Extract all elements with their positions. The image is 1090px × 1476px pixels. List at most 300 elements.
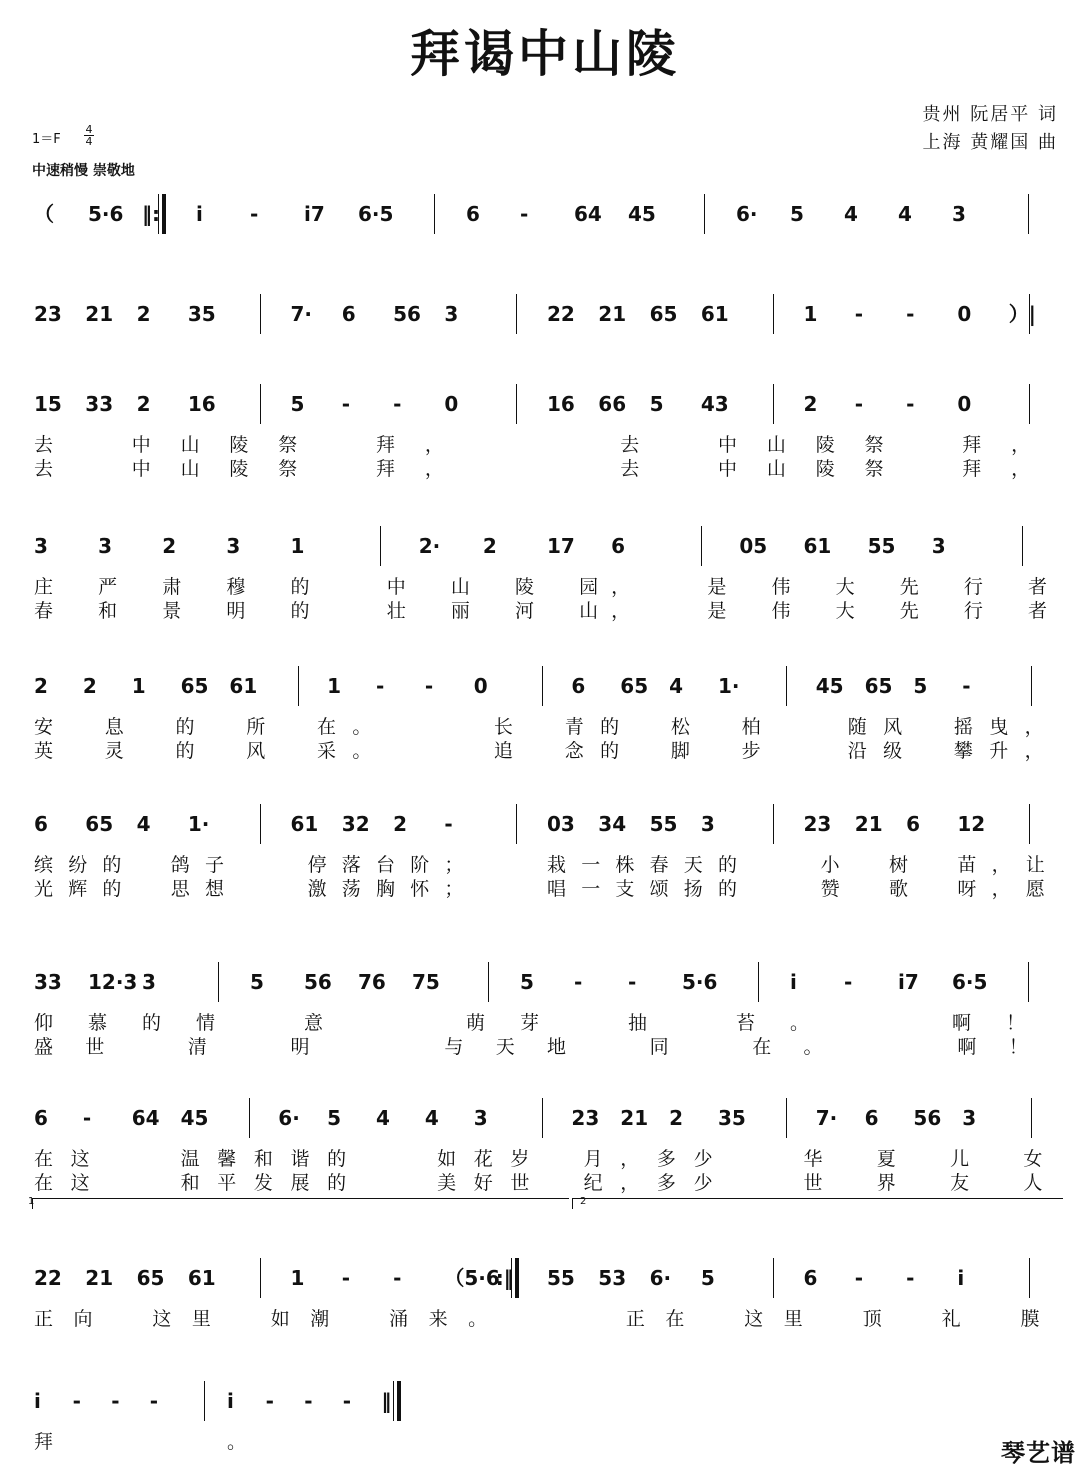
time-signature: [84, 124, 94, 147]
lyric-char: 所: [246, 716, 266, 738]
note-token: 65: [136, 1266, 165, 1290]
lyric-char: 天: [683, 854, 703, 876]
lyric-char: 者: [1027, 600, 1047, 622]
barline: [1029, 804, 1030, 844]
lyric-char: 肃: [162, 576, 182, 598]
note-token: 2: [136, 302, 151, 326]
note-token: 61: [290, 812, 319, 836]
note-token: 2: [136, 392, 151, 416]
lyric-char: 中: [718, 434, 738, 456]
note-token: 55: [649, 812, 678, 836]
lyric-char: ；: [444, 878, 464, 900]
note-token: -: [628, 970, 637, 994]
lyric-char: 山: [766, 434, 786, 456]
note-token: 1: [327, 674, 342, 698]
lyric-char: 涌: [389, 1308, 409, 1330]
barline: [516, 804, 517, 844]
note-token: 1·: [718, 674, 740, 698]
lyric-char: 灵: [104, 740, 124, 762]
note-token: ）|: [1008, 302, 1036, 326]
barline: [516, 384, 517, 424]
note-token: -: [376, 674, 385, 698]
notation-system: [0, 300, 1090, 340]
note-token: 1: [290, 1266, 305, 1290]
note-token: 3: [931, 534, 946, 558]
note-token: 64: [131, 1106, 160, 1130]
barline: [786, 666, 787, 706]
lyric-char: 追: [493, 740, 513, 762]
lyric-char: 春: [649, 854, 669, 876]
barline: [298, 666, 299, 706]
lyric-char: 株: [615, 854, 635, 876]
lyric-char: 思: [170, 878, 190, 900]
lyric-char: ，: [1011, 458, 1031, 480]
note-token: 16: [547, 392, 575, 416]
lyric-char: ！: [1008, 1036, 1028, 1058]
lyric-char: 赞: [820, 878, 840, 900]
lyric-char: 抽: [628, 1012, 648, 1034]
lyric-char: 中: [386, 576, 406, 598]
lyric-char: 温: [180, 1148, 200, 1170]
watermark-logo: 琴艺谱: [1001, 1439, 1076, 1467]
lyric-char: 沿: [847, 740, 867, 762]
lyric-char: 的: [142, 1012, 162, 1034]
lyric-char: 在: [34, 1172, 54, 1194]
lyric-char: 拜: [34, 1431, 54, 1453]
note-token: -: [341, 392, 351, 416]
note-token: 66: [598, 392, 627, 416]
note-token: 3: [473, 1106, 488, 1130]
lyric-char: 意: [304, 1012, 324, 1034]
note-token: 2: [82, 674, 97, 698]
barline: [516, 294, 517, 334]
lyric-char: 啊: [952, 1012, 972, 1034]
lyric-char: 辉: [68, 878, 88, 900]
lyric-char: 去: [620, 458, 640, 480]
lyric-char: 展: [290, 1172, 310, 1194]
notation-system: [0, 390, 1090, 430]
note-token: i: [196, 202, 203, 226]
lyric-char: 美: [437, 1172, 457, 1194]
note-token: 2: [162, 534, 177, 558]
lyric-char: 正: [625, 1308, 645, 1330]
lyric-char: 里: [783, 1308, 803, 1330]
repeat-barline: [393, 1381, 401, 1421]
note-token: 6: [341, 302, 356, 326]
lyric-char: 中: [718, 458, 738, 480]
lyric-char: 少: [693, 1148, 713, 1170]
note-token: 6·5: [952, 970, 988, 994]
lyric-char: 陵: [514, 576, 534, 598]
lyric-char: 中: [131, 458, 151, 480]
lyric-char: 伟: [771, 576, 791, 598]
note-token: -: [962, 674, 971, 698]
note-token: 65: [649, 302, 678, 326]
lyric-char: 一: [581, 878, 601, 900]
notation-system: [0, 1264, 1090, 1304]
lyric-char: 的: [175, 740, 195, 762]
lyric-char: 步: [741, 740, 761, 762]
note-token: -: [854, 1266, 864, 1290]
notation-system: [0, 532, 1090, 572]
lyric-char: 仰: [34, 1012, 54, 1034]
note-token: 56: [393, 302, 421, 326]
lyric-char: 的: [175, 716, 195, 738]
lyric-char: 大: [835, 576, 855, 598]
lyric-char: 柏: [741, 716, 761, 738]
lyric-char: 陵: [815, 458, 835, 480]
notation-system: [0, 968, 1090, 1008]
lyric-char: 祭: [864, 458, 884, 480]
note-token: 22: [547, 302, 575, 326]
note-token: 21: [854, 812, 883, 836]
lyric-char: 山: [180, 458, 200, 480]
barline: [1028, 962, 1029, 1002]
lyric-char: 盛: [34, 1036, 54, 1058]
lyric-char: 想: [205, 878, 225, 900]
lyric-char: 念: [564, 740, 584, 762]
note-token: 4: [424, 1106, 439, 1130]
lyric-char: 明: [226, 600, 246, 622]
lyric-char: 岁: [510, 1148, 530, 1170]
lyric-char: 这: [744, 1308, 764, 1330]
note-token: 6·: [649, 1266, 672, 1290]
note-token: -: [906, 392, 915, 416]
note-token: 6: [906, 812, 921, 836]
lyric-char: ！: [1006, 1012, 1026, 1034]
lyric-char: 的: [600, 740, 620, 762]
lyric-char: 安: [34, 716, 54, 738]
lyric-char: 台: [376, 854, 396, 876]
lyric-char: 拜: [376, 458, 396, 480]
note-token: -: [342, 1389, 352, 1413]
note-token: 76: [358, 970, 386, 994]
lyric-char: 中: [131, 434, 151, 456]
note-token: 4: [844, 202, 858, 226]
barline: [1029, 1258, 1030, 1298]
note-token: i: [227, 1389, 234, 1413]
lyric-char: 这: [70, 1148, 90, 1170]
lyric-char: ，: [424, 458, 444, 480]
lyric-char: 。: [352, 740, 372, 762]
lyric-char: 先: [899, 576, 919, 598]
note-token: 6: [466, 202, 480, 226]
lyric-char: 级: [883, 740, 903, 762]
note-token: 6·: [278, 1106, 300, 1130]
lyric-char: 攀: [953, 740, 973, 762]
lyric-char: 萌: [466, 1012, 486, 1034]
note-token: （5·6: [444, 1266, 500, 1290]
lyric-char: ，: [1011, 434, 1031, 456]
note-token: 55: [547, 1266, 575, 1290]
barline: [786, 1098, 787, 1138]
lyric-char: 阶: [410, 854, 430, 876]
lyric-char: 的: [102, 878, 122, 900]
note-token: 4: [669, 674, 684, 698]
barline: [260, 384, 261, 424]
lyric-char: 呀: [957, 878, 977, 900]
note-token: -: [906, 1266, 915, 1290]
note-token: 33: [34, 970, 62, 994]
notation-system: [0, 672, 1090, 712]
lyric-char: 园: [579, 576, 599, 598]
note-token: 2·: [418, 534, 441, 558]
barline: [704, 194, 705, 234]
note-token: ‖:: [142, 202, 160, 226]
note-token: 0: [957, 392, 972, 416]
lyric-char: 山: [766, 458, 786, 480]
lyric-char: 儿: [950, 1148, 970, 1170]
note-token: -: [520, 202, 529, 226]
note-token: -: [250, 202, 259, 226]
lyric-char: 的: [102, 854, 122, 876]
composer-credit: 上海 黄耀国 曲: [922, 132, 1058, 153]
barline: [260, 1258, 261, 1298]
lyric-char: 摇: [953, 716, 973, 738]
lyric-char: 和: [98, 600, 118, 622]
note-token: 21: [620, 1106, 649, 1130]
notation-system: [0, 810, 1090, 850]
note-token: i7: [898, 970, 919, 994]
lyric-char: 的: [718, 854, 738, 876]
note-token: ‖: [381, 1389, 392, 1413]
note-token: 61: [229, 674, 258, 698]
lyric-char: 是: [707, 600, 727, 622]
note-token: 1: [131, 674, 146, 698]
note-token: 5: [520, 970, 534, 994]
lyric-char: 这: [152, 1308, 172, 1330]
lyric-char: 的: [327, 1148, 347, 1170]
key-signature: 1＝F: [32, 132, 61, 147]
note-token: -: [844, 970, 853, 994]
lyric-char: 华: [803, 1148, 823, 1170]
lyric-char: 好: [473, 1172, 493, 1194]
note-token: 53: [598, 1266, 627, 1290]
note-token: 55: [867, 534, 896, 558]
note-token: 65: [180, 674, 209, 698]
note-token: 0: [473, 674, 488, 698]
lyric-char: 激: [307, 878, 327, 900]
lyric-char: 苗: [957, 854, 977, 876]
lyric-char: ；: [444, 854, 464, 876]
lyric-char: 荡: [341, 878, 361, 900]
lyric-char: 拜: [962, 458, 982, 480]
barline: [488, 962, 489, 1002]
lyric-char: 脚: [670, 740, 690, 762]
lyric-char: 纪: [583, 1172, 603, 1194]
note-token: i7: [304, 202, 325, 226]
lyric-char: 行: [963, 576, 983, 598]
lyric-char: 地: [547, 1036, 567, 1058]
note-token: 65: [85, 812, 114, 836]
note-token: i: [34, 1389, 41, 1413]
barline: [773, 384, 774, 424]
tempo-marking: 中速稍慢 崇敬地: [32, 163, 135, 179]
lyric-char: 在: [752, 1036, 772, 1058]
note-token: 7·: [815, 1106, 838, 1130]
lyric-char: 苔: [736, 1012, 756, 1034]
note-token: 3: [34, 534, 48, 558]
note-token: 2: [393, 812, 408, 836]
note-token: 05: [739, 534, 768, 558]
lyric-char: 息: [104, 716, 124, 738]
lyric-char: 青: [564, 716, 584, 738]
lyric-char: 穆: [226, 576, 246, 598]
note-token: 22: [34, 1266, 62, 1290]
meter-bottom: 4: [85, 135, 93, 148]
lyric-char: 世: [510, 1172, 530, 1194]
note-token: 5: [327, 1106, 342, 1130]
lyric-char: 英: [34, 740, 54, 762]
lyric-char: 明: [290, 1036, 310, 1058]
lyric-char: 祭: [864, 434, 884, 456]
lyric-char: 春: [34, 600, 54, 622]
lyric-char: 落: [341, 854, 361, 876]
lyric-char: 子: [205, 854, 225, 876]
lyric-char: 和: [180, 1172, 200, 1194]
barline: [701, 526, 702, 566]
lyric-char: ，: [991, 854, 1011, 876]
note-token: 23: [571, 1106, 600, 1130]
note-token: i: [790, 970, 797, 994]
lyric-char: 扬: [683, 878, 703, 900]
note-token: 3: [98, 534, 113, 558]
volta-2: 2: [580, 1196, 587, 1207]
lyric-char: 祭: [278, 458, 298, 480]
lyric-char: 采: [317, 740, 337, 762]
note-token: 35: [187, 302, 216, 326]
note-token: 64: [574, 202, 602, 226]
volta-1-bracket: [32, 1198, 569, 1209]
note-token: 65: [864, 674, 893, 698]
notation-system: [0, 200, 1090, 240]
lyric-char: 女: [1023, 1148, 1043, 1170]
volta-1: 1: [28, 1196, 35, 1207]
lyric-char: 发: [253, 1172, 273, 1194]
note-token: 5: [700, 1266, 715, 1290]
note-token: 0: [444, 392, 459, 416]
lyric-char: 伟: [771, 600, 791, 622]
lyric-char: 一: [581, 854, 601, 876]
note-token: 1: [803, 302, 818, 326]
lyric-char: 先: [899, 600, 919, 622]
meter-top: 4: [85, 123, 93, 136]
lyric-char: 的: [718, 878, 738, 900]
lyric-char: 正: [34, 1308, 54, 1330]
lyric-char: 支: [615, 878, 635, 900]
note-token: 21: [85, 302, 114, 326]
notation-system: [0, 1387, 1090, 1427]
note-token: 65: [620, 674, 649, 698]
barline: [758, 962, 759, 1002]
note-token: 43: [700, 392, 729, 416]
note-token: 3: [952, 202, 966, 226]
note-token: 61: [187, 1266, 216, 1290]
lyric-char: 庄: [34, 576, 54, 598]
note-token: 34: [598, 812, 627, 836]
lyric-char: 升: [989, 740, 1009, 762]
lyric-char: 风: [883, 716, 903, 738]
barline: [434, 194, 435, 234]
lyric-char: ，: [991, 878, 1011, 900]
note-token: -: [341, 1266, 351, 1290]
note-token: 7·: [290, 302, 313, 326]
lyric-char: 界: [876, 1172, 896, 1194]
note-token: 45: [628, 202, 656, 226]
lyric-char: 陵: [229, 434, 249, 456]
note-token: 4: [898, 202, 912, 226]
lyric-char: 。: [468, 1308, 488, 1330]
lyric-char: 里: [191, 1308, 211, 1330]
barline: [204, 1381, 205, 1421]
note-token: 61: [700, 302, 729, 326]
lyric-char: 怀: [410, 878, 430, 900]
lyric-char: 是: [707, 576, 727, 598]
lyric-char: 山: [450, 576, 470, 598]
lyric-char: 去: [34, 458, 54, 480]
note-token: 5: [250, 970, 264, 994]
barline: [218, 962, 219, 1002]
lyric-char: 友: [950, 1172, 970, 1194]
lyric-char: 芽: [520, 1012, 540, 1034]
note-token: 6: [864, 1106, 879, 1130]
lyric-char: 曳: [989, 716, 1009, 738]
lyric-char: 颂: [649, 878, 669, 900]
note-token: -: [854, 392, 864, 416]
note-token: -: [393, 392, 402, 416]
note-token: 75: [412, 970, 440, 994]
barline: [773, 804, 774, 844]
note-token: 5: [649, 392, 664, 416]
lyric-char: 世: [803, 1172, 823, 1194]
barline: [1022, 526, 1023, 566]
note-token: -: [906, 302, 915, 326]
note-token: 6: [571, 674, 586, 698]
lyric-char: 夏: [876, 1148, 896, 1170]
note-token: 03: [547, 812, 575, 836]
lyric-char: ，: [611, 576, 631, 598]
note-token: -: [111, 1389, 120, 1413]
note-token: 3: [226, 534, 241, 558]
barline: [773, 294, 774, 334]
note-token: -: [424, 674, 434, 698]
note-token: 12: [957, 812, 986, 836]
note-token: i: [957, 1266, 965, 1290]
lyric-char: 祭: [278, 434, 298, 456]
note-token: 6: [34, 812, 48, 836]
lyric-char: 啊: [957, 1036, 977, 1058]
barline: [260, 804, 261, 844]
note-token: 5·6: [682, 970, 718, 994]
lyric-char: 的: [327, 1172, 347, 1194]
lyric-char: 者: [1027, 576, 1047, 598]
lyric-char: 行: [963, 600, 983, 622]
lyric-char: 。: [227, 1431, 247, 1453]
lyric-char: 停: [307, 854, 327, 876]
lyric-char: 。: [790, 1012, 810, 1034]
lyric-char: 去: [620, 434, 640, 456]
barline: [249, 1098, 250, 1138]
lyric-char: 的: [600, 716, 620, 738]
note-token: 21: [598, 302, 627, 326]
note-token: 6: [611, 534, 626, 558]
lyric-char: 和: [253, 1148, 273, 1170]
note-token: 3: [962, 1106, 977, 1130]
note-token: （: [34, 202, 54, 226]
barline: [260, 294, 261, 334]
lyric-char: 顶: [862, 1308, 882, 1330]
barline: [773, 1258, 774, 1298]
